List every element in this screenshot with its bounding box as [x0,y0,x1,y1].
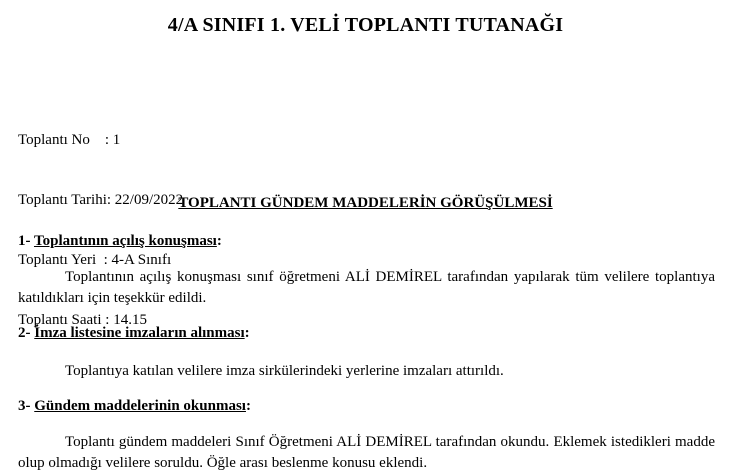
meeting-number-value: 1 [112,132,121,148]
agenda-heading [0,195,731,212]
item-1-heading [18,233,222,250]
item-3-title: Gündem maddelerinin okunması [34,398,246,414]
item-2-heading [18,325,250,342]
meeting-number-label: Toplantı No [18,132,90,148]
meeting-time-value: 14.15 [113,312,147,328]
item-1-title: Toplantının açılış konuşması [33,233,217,249]
item-3-colon: : [245,398,251,414]
item-3-number: 3- [18,398,31,414]
item-2-colon: : [244,325,250,341]
meeting-place-value: 4-A Sınıfı [111,252,172,268]
meeting-info [18,90,183,350]
item-2-paragraph: Toplantıya katılan velilere imza sirkülerindeki yerlerine imzaları attırıldı. [65,363,504,379]
item-1-paragraph: Toplantının açılış konuşması sınıf öğretmeni ALİ DEMİREL tarafından yapılarak tüm velilere toplantıya katıldıkları için teşekkür edildi. [18,269,715,306]
meeting-date-label: Toplantı Tarihi [18,192,107,208]
agenda-heading-text: TOPLANTI GÜNDEM MADDELERİN GÖRÜŞÜLMESİ [178,195,553,211]
meeting-number-separator: : [89,132,113,148]
item-3-heading [18,398,251,415]
meeting-place-label: Toplantı Yeri [18,252,97,268]
meeting-date-value: 22/09/2022 [114,192,184,208]
item-1-number: 1- [18,233,31,249]
meeting-time-label: Toplantı Saati [18,312,102,328]
item-1-colon: : [216,233,222,249]
document-title: 4/A SINIFI 1. VELİ TOPLANTI TUTANAĞI [167,14,564,36]
meeting-time-separator: : [101,312,114,328]
meeting-number-row [18,130,183,150]
item-2-number: 2- [18,325,31,341]
meeting-place-separator: : [96,252,112,268]
item-3-paragraph: Toplantı gündem maddeleri Sınıf Öğretmeni ALİ DEMİREL tarafından okundu. Eklemek istedikleri madde olup olmadığı velilere soruldu. Öğle arası beslenme konusu eklendi. [18,434,715,471]
item-2-title: İmza listesine imzaların alınması [34,325,245,341]
meeting-date-separator: : [106,192,115,208]
